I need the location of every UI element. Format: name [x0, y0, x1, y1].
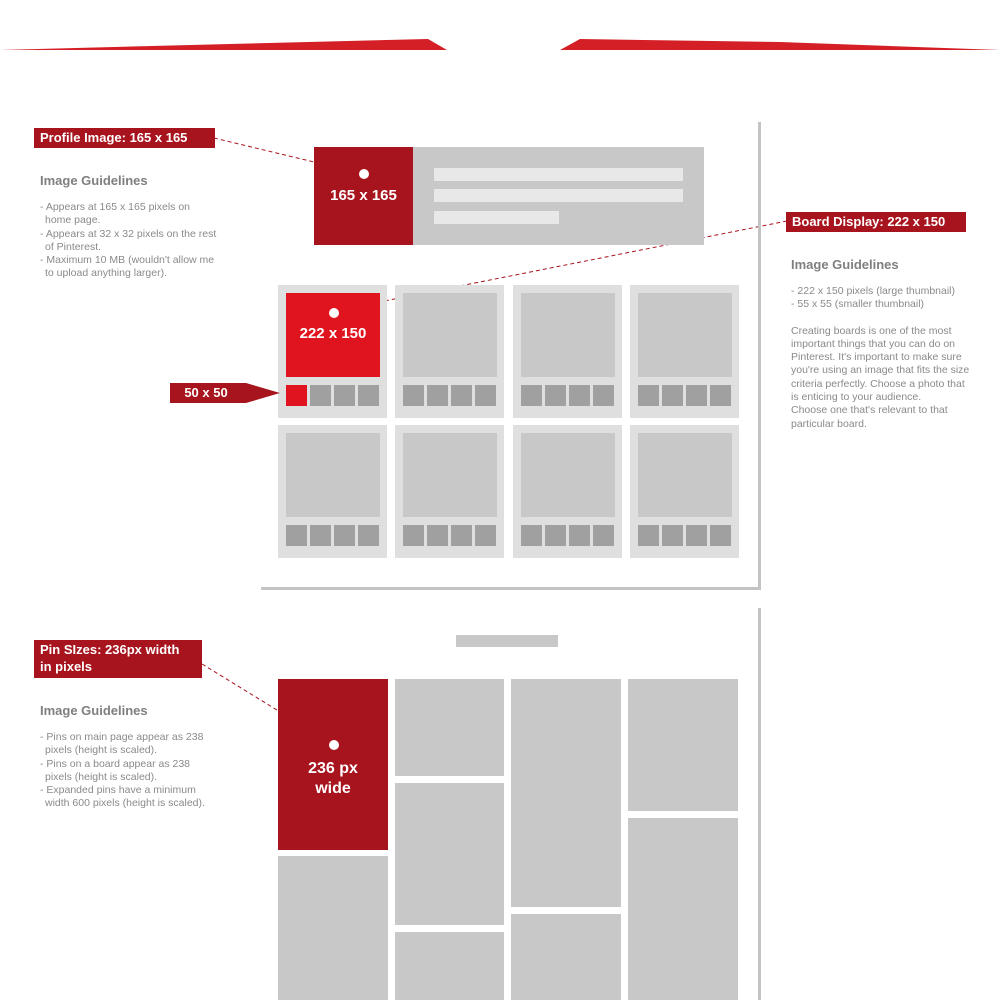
profile-text-line-1 [434, 168, 683, 181]
guideline-line: of Pinterest. [45, 240, 102, 253]
pin [278, 856, 388, 1000]
board-card [278, 425, 387, 558]
pin [395, 783, 504, 925]
board-card [513, 425, 622, 558]
board-thumb [662, 385, 683, 406]
pins-guidelines-text [40, 731, 205, 811]
pin-size-text [278, 759, 388, 799]
board-thumb [475, 385, 496, 406]
profile-size-text: 165 x 165 [330, 187, 397, 204]
profile-image-tag: Profile Image: 165 x 165 [34, 128, 215, 148]
board-thumb [475, 525, 496, 546]
guideline-line: to upload anything larger). [45, 267, 167, 280]
guideline-line: criteria perfectly. Choose a photo that [791, 377, 965, 390]
guideline-line: - Pins on main page appear as 238 [40, 731, 204, 743]
pin-marker-dot [329, 740, 339, 750]
board-card [395, 285, 504, 418]
board-thumb [403, 525, 424, 546]
board-card [513, 285, 622, 418]
pin [628, 679, 738, 811]
board-thumb [593, 525, 614, 546]
board-thumb [638, 385, 659, 406]
board-thumb [403, 385, 424, 406]
board-thumb [427, 385, 448, 406]
guideline-line: Pinterest. It's important to make sure [791, 351, 962, 364]
board-cover [638, 293, 732, 377]
board-guidelines-title: Image Guidelines [791, 257, 899, 272]
board-thumb [545, 385, 566, 406]
board-card [278, 285, 387, 418]
board-thumb [521, 525, 542, 546]
board-thumb [686, 525, 707, 546]
board-cover [638, 433, 732, 517]
guideline-spacer [791, 312, 969, 325]
pins-page-frame-right [758, 608, 761, 1000]
board-cover [521, 433, 615, 517]
board-thumb [638, 525, 659, 546]
board-thumb [427, 525, 448, 546]
board-card [630, 425, 739, 558]
board-thumb [569, 525, 590, 546]
guideline-line: Choose one that's relevant to that [791, 404, 948, 417]
board-thumb-highlight [286, 385, 307, 406]
board-size-text: 222 x 150 [299, 325, 367, 342]
board-page-frame-right [758, 122, 761, 590]
board-cover [521, 293, 615, 377]
pin-sizes-tag-line: in pixels [40, 659, 93, 674]
guideline-line: Creating boards is one of the most [791, 324, 952, 337]
board-cover [403, 433, 497, 517]
guideline-line: - 222 x 150 pixels (large thumbnail) [791, 285, 956, 297]
thumb-size-tag: 50 x 50 [184, 385, 228, 400]
board-thumb [310, 385, 331, 406]
guideline-line: pixels (height is scaled). [45, 770, 158, 783]
board-guidelines-text [791, 285, 969, 431]
guideline-line: width 600 pixels (height is scaled). [45, 797, 205, 810]
guideline-line: - Pins on a board appear as 238 [40, 757, 191, 770]
pin [395, 932, 504, 1000]
board-thumb [686, 385, 707, 406]
board-thumb [710, 525, 731, 546]
guideline-line: pixels (height is scaled). [45, 744, 158, 757]
guideline-line: - 55 x 55 (smaller thumbnail) [791, 298, 925, 311]
board-page-frame-bottom [261, 587, 761, 590]
guideline-line: particular board. [791, 417, 867, 430]
board-thumb [662, 525, 683, 546]
guideline-line: home page. [45, 214, 101, 227]
board-thumb [451, 525, 472, 546]
board-thumb [593, 385, 614, 406]
pins-header-bar [456, 635, 558, 647]
board-cover-highlight [286, 293, 380, 377]
pin [511, 679, 621, 907]
board-thumb [710, 385, 731, 406]
profile-header [413, 147, 704, 245]
board-marker-dot [329, 308, 339, 318]
profile-text-line-3 [434, 211, 559, 224]
guideline-line: - Appears at 165 x 165 pixels on [40, 201, 191, 213]
board-thumb [521, 385, 542, 406]
board-thumb [310, 525, 331, 546]
guideline-line: is enticing to your audience. [791, 391, 922, 404]
profile-guidelines-title: Image Guidelines [40, 173, 148, 188]
pin [511, 914, 621, 1000]
pin [395, 679, 504, 776]
guideline-line: - Maximum 10 MB (wouldn't allow me [40, 254, 215, 267]
board-thumb [451, 385, 472, 406]
board-thumb [545, 525, 566, 546]
profile-text-line-2 [434, 189, 683, 202]
board-card [395, 425, 504, 558]
pin-sizes-tag [34, 640, 202, 678]
board-cover [403, 293, 497, 377]
pins-guidelines-title: Image Guidelines [40, 703, 148, 718]
profile-guidelines-text [40, 201, 216, 281]
guideline-line: - Appears at 32 x 32 pixels on the rest [40, 227, 217, 240]
board-thumb [358, 385, 379, 406]
board-card [630, 285, 739, 418]
pin-size-line: 236 px [308, 760, 358, 777]
pin [628, 818, 738, 1000]
board-thumb [286, 525, 307, 546]
pin-sizes-tag-line: Pin SIzes: 236px width [40, 642, 180, 657]
board-cover [286, 433, 380, 517]
profile-marker-dot [359, 169, 369, 179]
guideline-line: you're using an image that fits the size [791, 364, 970, 377]
guideline-line: important things that you can do on [791, 337, 956, 350]
pin-highlight [278, 679, 388, 850]
board-display-tag: Board Display: 222 x 150 [786, 212, 966, 232]
board-thumb [569, 385, 590, 406]
guideline-line: - Expanded pins have a minimum [40, 784, 196, 797]
board-thumb [334, 525, 355, 546]
profile-image-box [314, 147, 413, 245]
pin-size-line: wide [315, 780, 351, 797]
board-thumb [358, 525, 379, 546]
board-thumb [334, 385, 355, 406]
